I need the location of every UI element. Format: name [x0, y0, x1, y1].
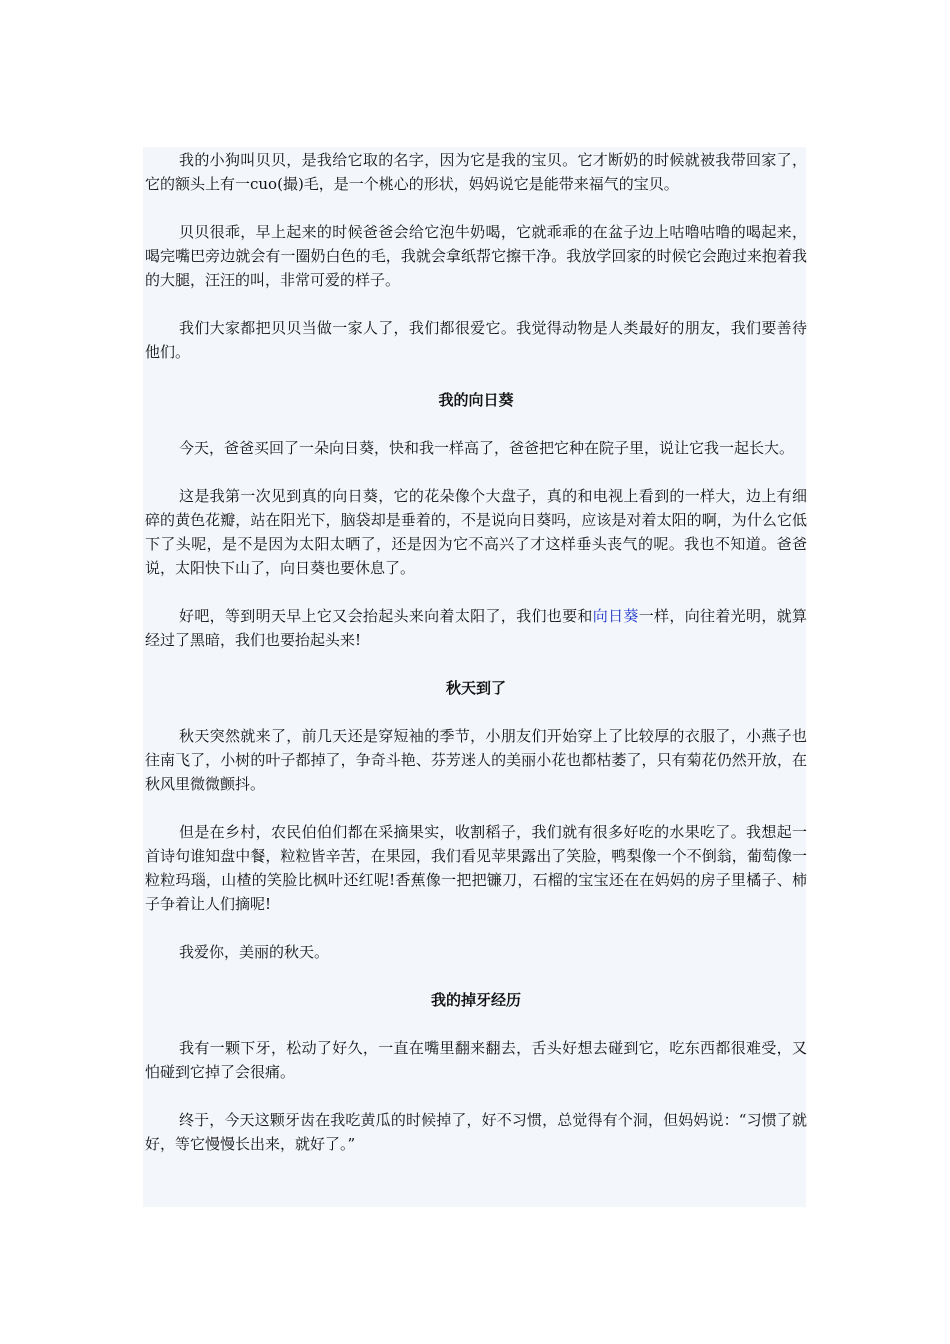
- section-title: 秋天到了: [445, 679, 506, 697]
- paragraph: 贝贝很乖，早上起来的时候爸爸会给它泡牛奶喝，它就乖乖的在盆子边上咕噜咕噜的喝起来，喝完嘴巴旁边就会有一圈奶白色的毛，我就会拿纸帮它擦干净。我放学回家的时候它会跑过来抱着我的大腿，汪汪的叫，非常可爱的样子。: [145, 223, 807, 289]
- paragraph: 我的小狗叫贝贝，是我给它取的名字，因为它是我的宝贝。它才断奶的时候就被我带回家了，它的额头上有一cuo(撮)毛，是一个桃心的形状，妈妈说它是能带来福气的宝贝。: [145, 151, 807, 193]
- paragraph: 我有一颗下牙，松动了好久，一直在嘴里翻来翻去，舌头好想去碰到它，吃东西都很难受，又怕碰到它掉了会很痛。: [145, 1039, 807, 1081]
- paragraph: 秋天突然就来了，前几天还是穿短袖的季节，小朋友们开始穿上了比较厚的衣服了，小燕子也往南飞了，小树的叶子都掉了，争奇斗艳、芬芳迷人的美丽小花也都枯萎了，只有菊花仍然开放，在秋风里微微颤抖。: [145, 727, 807, 793]
- section-title: 我的向日葵: [438, 391, 514, 409]
- paragraph: 这是我第一次见到真的向日葵，它的花朵像个大盘子，真的和电视上看到的一样大，边上有细碎的黄色花瓣，站在阳光下，脑袋却是垂着的，不是说向日葵吗，应该是对着太阳的啊，为什么它低下了头呢，是不是因为太阳太晒了，还是因为它不高兴了才这样垂头丧气的呢。我也不知道。爸爸说，太阳快下山了，向日葵也要休息了。: [145, 487, 807, 577]
- paragraph: 今天，爸爸买回了一朵向日葵，快和我一样高了，爸爸把它种在院子里，说让它我一起长大。: [179, 439, 795, 457]
- article-body: [145, 148, 807, 1156]
- paragraph: 终于，今天这颗牙齿在我吃黄瓜的时候掉了，好不习惯，总觉得有个洞，但妈妈说：“习惯了就好，等它慢慢长出来，就好了。”: [145, 1111, 807, 1153]
- paragraph: 我爱你，美丽的秋天。: [179, 943, 330, 961]
- paragraph: 我们大家都把贝贝当做一家人了，我们都很爱它。我觉得动物是人类最好的朋友，我们要善待他们。: [145, 319, 807, 361]
- section-title: 我的掉牙经历: [430, 991, 521, 1009]
- paragraph-with-link: [145, 604, 807, 652]
- sunflower-link[interactable]: 向日葵: [592, 607, 639, 625]
- paragraph-text: 好吧，等到明天早上它又会抬起头来向着太阳了，我们也要和: [179, 607, 593, 625]
- paragraph: 但是在乡村，农民伯伯们都在采摘果实，收割稻子，我们就有很多好吃的水果吃了。我想起一首诗句谁知盘中餐，粒粒皆辛苦，在果园，我们看见苹果露出了笑脸，鸭梨像一个不倒翁，葡萄像一粒粒玛瑙，山楂的笑脸比枫叶还红呢!香蕉像一把把镰刀，石榴的宝宝还在在妈妈的房子里橘子、柿子争着让人们摘呢!: [145, 823, 807, 913]
- paragraph-text: 一样，向往着光明，就算经过了黑暗，我们也要抬起头来!: [145, 607, 807, 649]
